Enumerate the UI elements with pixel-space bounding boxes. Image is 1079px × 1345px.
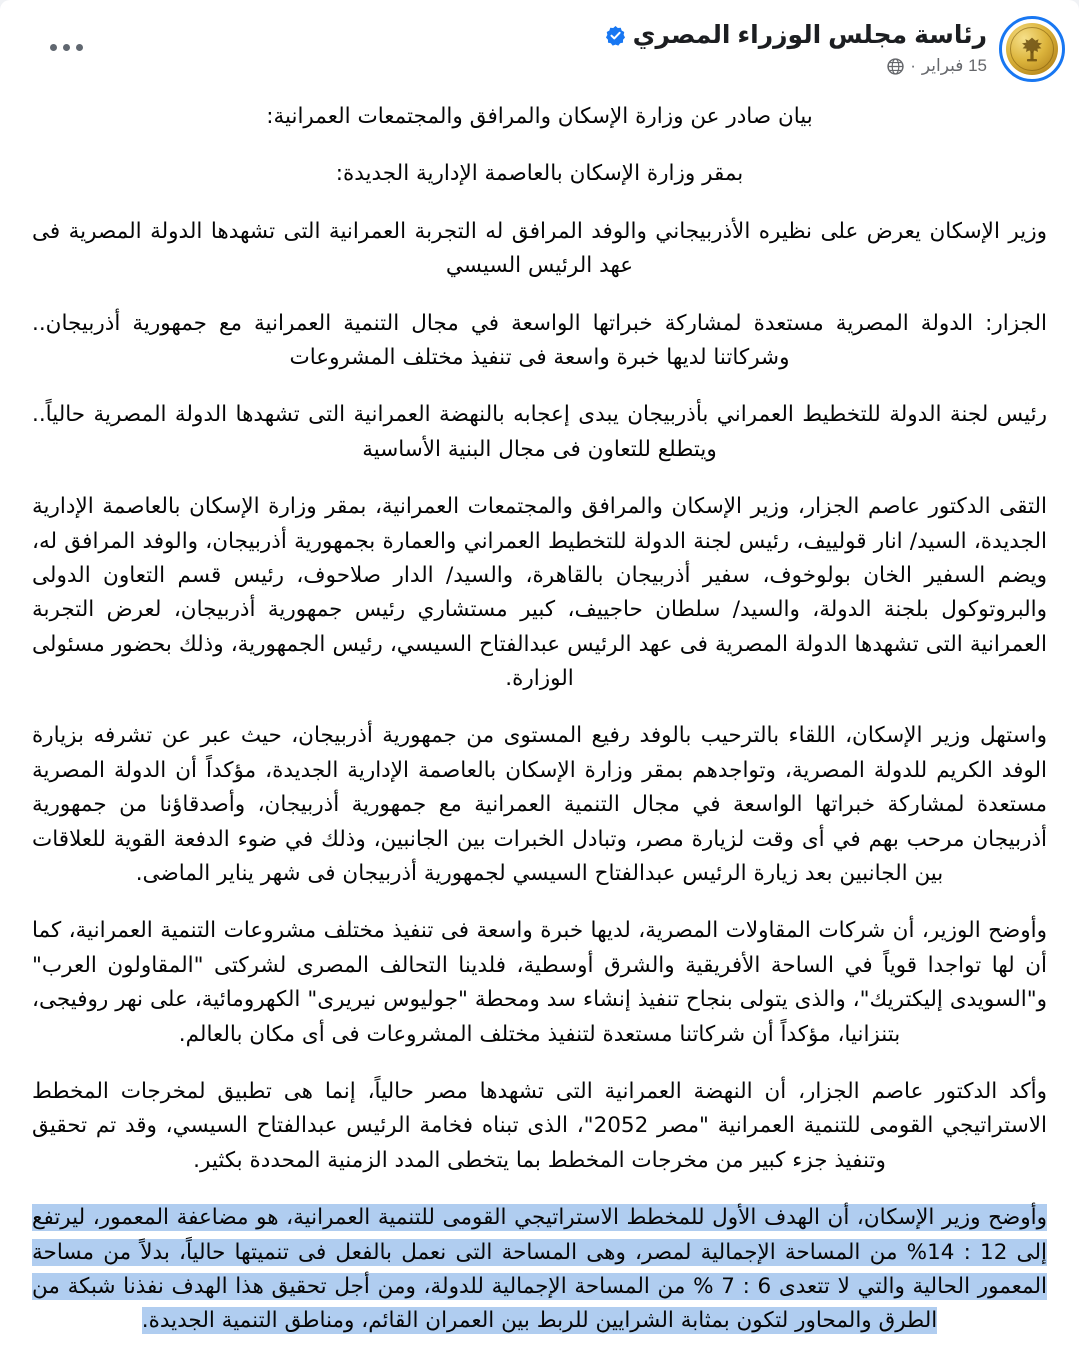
post-meta-line <box>605 56 987 76</box>
dot-2 <box>63 44 70 51</box>
more-options-icon[interactable] <box>44 38 89 57</box>
post-paragraph: التقى الدكتور عاصم الجزار، وزير الإسكان والمرافق والمجتمعات العمرانية، بمقر وزارة الإسكان بالعاصمة الإدارية الجديدة، السيد/ انار قولييف، رئيس لجنة الدولة للتخطيط العمراني والعمارة بجمهورية أذربيجان، والوفد المرافق له، ويضم السفير الخان بولوخوف، سفير أذربيجان بالقاهرة، والسيد/ الدار صلاحوف، رئيس قسم التعاون الدولى والبروتوكول بلجنة الدولة، والسيد/ سلطان حاجييف، كبير مستشاري رئيس جمهورية أذربيجان، لعرض التجربة العمرانية التى تشهدها الدولة المصرية فى عهد الرئيس عبدالفتاح السيسي، رئيس الجمهورية، وذلك بحضور مسئولى الوزارة. <box>32 494 1047 692</box>
post-paragraph: وأكد الدكتور عاصم الجزار، أن النهضة العمرانية التى تشهدها مصر حالياً، إنما هى تطبيق لمخرجات المخطط الاستراتيجي القومى للتنمية العمرانية "مصر 2052"، الذى تبناه فخامة الرئيس عبدالفتاح السيسي، وقد تم تحقيق وتنفيذ جزء كبير من مخرجات المخطط بما يتخطى المدد الزمنية المحددة بكثير. <box>32 1078 1047 1173</box>
avatar[interactable] <box>999 16 1065 82</box>
selected-paragraph <box>32 1201 1047 1339</box>
author-name-line <box>605 20 987 50</box>
post-paragraph: وزير الإسكان يعرض على نظيره الأذربيجاني والوفد المرافق له التجربة العمرانية التى تشهدها الدولة المصرية فى عهد الرئيس السيسي <box>32 218 1047 279</box>
post-paragraph: واستهل وزير الإسكان، اللقاء بالترحيب بالوفد رفيع المستوى من جمهورية أذربيجان، حيث عبر عن تشرفه بزيارة الوفد الكريم للدولة المصرية، وتواجدهم بمقر وزارة الإسكان بالعاصمة الإدارية الجديدة، مؤكداً أن الدولة المصرية مستعدة لمشاركة خبراتها الواسعة في مجال التنمية العمرانية مع جمهورية أذربيجان، وأصدقاؤنا من جمهورية أذربيجان مرحب بهم في أى وقت لزيارة مصر، وتبادل الخبرات بين الجانبين، وذلك في ضوء الدفعة القوية للعلاقات بين الجانبين بعد زيارة الرئيس عبدالفتاح السيسي لجمهورية أذربيجان فى شهر يناير الماضى. <box>32 723 1047 887</box>
post-paragraph: الجزار: الدولة المصرية مستعدة لمشاركة خبراتها الواسعة في مجال التنمية العمرانية مع جمهورية أذربيجان.. وشركاتنا لديها خبرة واسعة فى تنفيذ مختلف المشروعات <box>32 310 1047 370</box>
eagle-glyph-icon <box>1019 35 1045 63</box>
author-name-block <box>605 16 987 76</box>
post-paragraph: وأوضح الوزير، أن شركات المقاولات المصرية، لديها خبرة واسعة فى تنفيذ مختلف مشروعات التنمية العمرانية، كما أن لها تواجدا قوياً في الساحة الأفريقية والشرق أوسطية، فلدينا التحالف المصرى لشركتى "المقاولون العرب" و"السويدى إليكتريك"، والذى يتولى بنجاح تنفيذ إنشاء سد ومحطة "جوليوس نيريرى" الكهرومائية، على نهر روفيجى، بتنزانيا، مؤكداً أن شركاتنا مستعدة لتنفيذ مختلف المشروعات فى أى مكان بالعالم. <box>32 918 1047 1047</box>
verified-badge-icon[interactable] <box>605 25 626 46</box>
post-paragraph: بيان صادر عن وزارة الإسكان والمرافق والمجتمعات العمرانية: <box>266 104 813 129</box>
post-author-identity <box>605 16 1065 82</box>
post-paragraph: بمقر وزارة الإسكان بالعاصمة الإدارية الجديدة: <box>335 161 744 187</box>
post-header <box>0 0 1079 96</box>
dot-1 <box>76 44 83 51</box>
meta-separator: · <box>910 56 916 75</box>
globe-public-icon[interactable] <box>887 58 904 75</box>
selected-text: وأوضح وزير الإسكان، أن الهدف الأول للمخطط الاستراتيجي القومى للتنمية العمرانية، هو مضاعفة المعمور، ليرتفع إلى 12 : 14% من المساحة الإجمالية لمصر، وهى المساحة التى نعمل بالفعل فى تنميتها حالياً، بدلاً من مساحة المعمور الحالية والتي لا تتعدى 6 : 7 % من المساحة الإجمالية للدولة، ومن أجل تحقيق هذا الهدف نفذنا شبكة من الطرق والمحاور لتكون بمثابة الشرايين للربط بين العمران القائم، ومناطق التنمية الجديدة. <box>32 1205 1047 1334</box>
page-name[interactable]: رئاسة مجلس الوزراء المصري <box>632 21 987 49</box>
post-body-text <box>0 96 1079 1345</box>
egypt-eagle-emblem-icon <box>1006 23 1058 75</box>
post-paragraph: رئيس لجنة الدولة للتخطيط العمراني بأذربيجان يبدى إعجابه بالنهضة العمرانية التى تشهدها الدولة المصرية حالياً.. ويتطلع للتعاون فى مجال البنية الأساسية <box>32 402 1047 462</box>
post-timestamp[interactable]: 15 فبراير <box>921 56 987 75</box>
dot-3 <box>50 44 57 51</box>
